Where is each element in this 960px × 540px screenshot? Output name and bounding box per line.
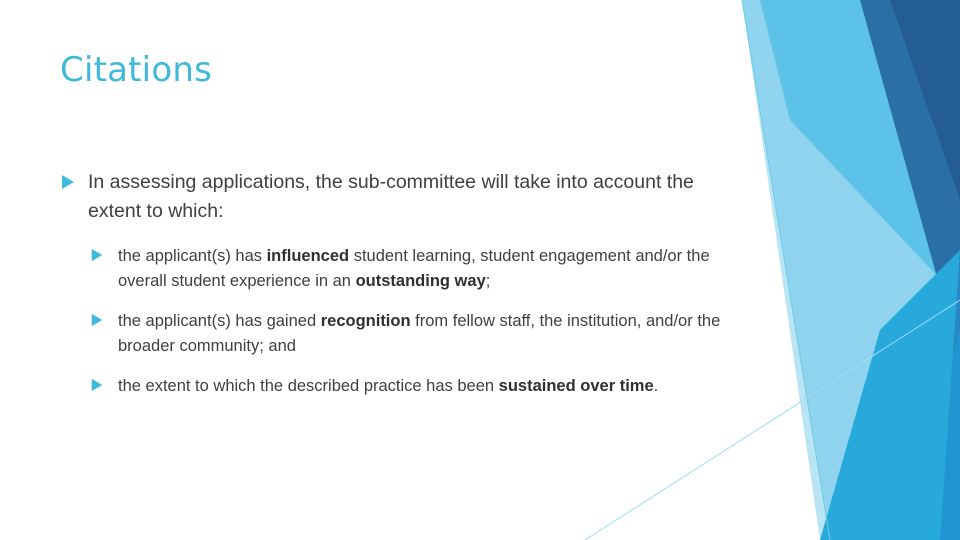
text-segment: the applicant(s) has gained <box>118 312 321 330</box>
bullet-item <box>60 168 740 226</box>
sub-bullet-item <box>90 374 740 399</box>
emphasis-text: recognition <box>320 312 411 330</box>
sub-bullet-text <box>118 377 658 395</box>
slide-title: Citations <box>60 50 212 90</box>
sub-bullet-text <box>118 312 720 355</box>
text-segment: from fellow staff, the institution, and/or the broader community; and <box>118 312 721 355</box>
text-segment: the applicant(s) has <box>118 247 267 265</box>
text-segment: ; <box>485 272 491 290</box>
text-segment: the extent to which the described practice has been <box>118 377 499 395</box>
emphasis-text: sustained over time <box>498 377 654 395</box>
triangle-right-icon <box>60 174 76 190</box>
text-segment: . <box>653 377 659 395</box>
sub-bullet-item <box>90 309 740 359</box>
emphasis-text: influenced <box>266 247 350 265</box>
sub-bullet-list <box>90 244 740 399</box>
text-segment: student learning, student engagement and/or the overall student experience in an <box>118 247 710 290</box>
slide-content <box>60 168 740 414</box>
triangle-right-icon <box>90 248 104 262</box>
sub-bullet-item <box>90 244 740 294</box>
sub-bullet-text <box>118 247 710 290</box>
triangle-right-icon <box>90 313 104 327</box>
emphasis-text: outstanding way <box>355 272 486 290</box>
bullet-text: In assessing applications, the sub-committee will take into account the extent to which: <box>88 171 694 222</box>
triangle-right-icon <box>90 378 104 392</box>
